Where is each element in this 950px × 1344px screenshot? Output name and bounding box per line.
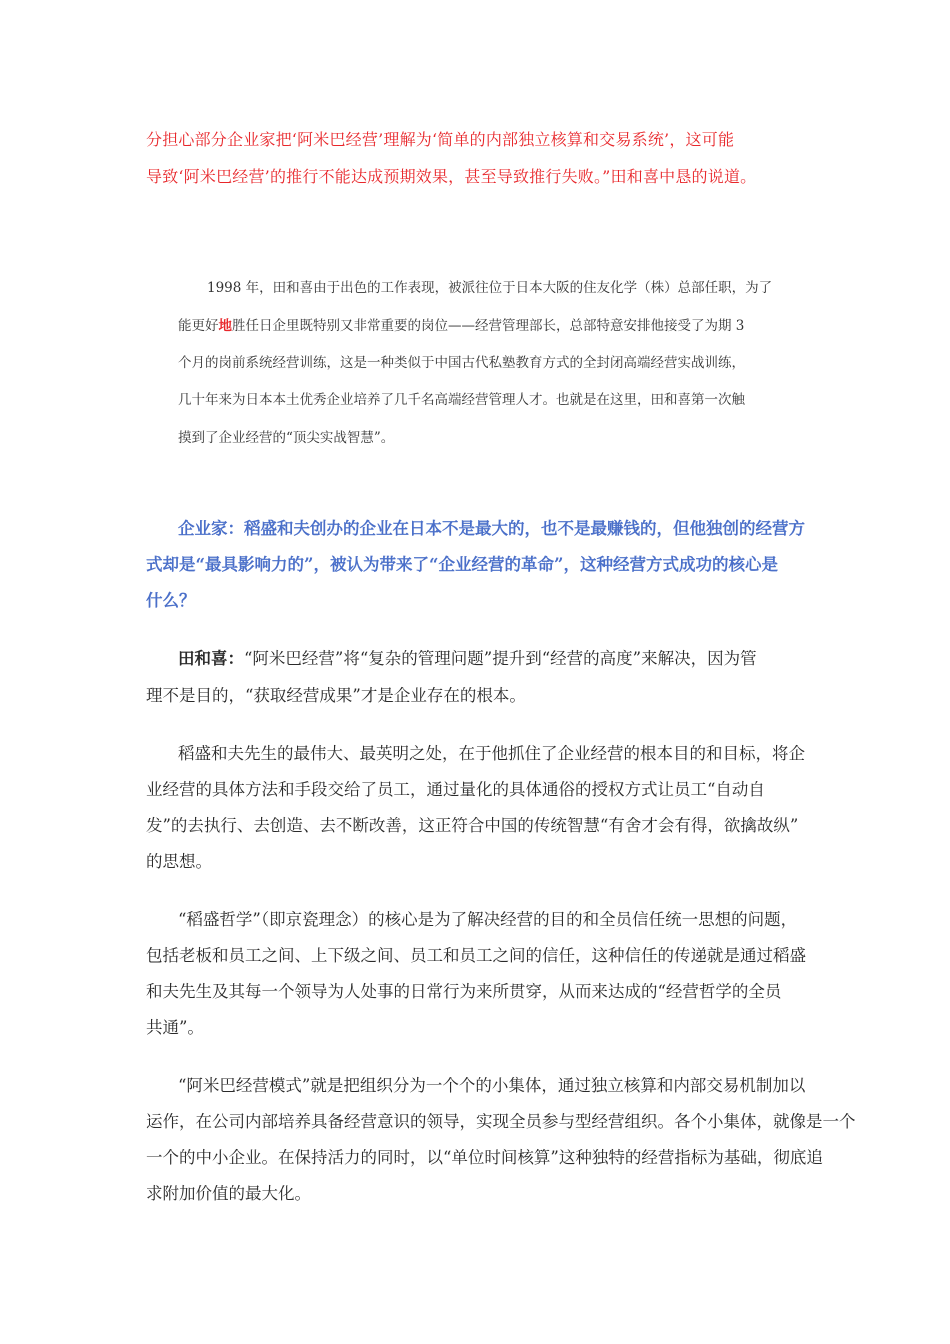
red-paragraph-line-1: 分担心部分企业家把‘阿米巴经营’理解为‘简单的内部独立核算和交易系统’，这可能 [146, 130, 735, 149]
bio-highlight-char: 地 [218, 318, 232, 334]
question-line-1: 企业家：稻盛和夫创办的企业在日本不是最大的，也不是最赚钱的，但他独创的经营方 [178, 519, 805, 538]
bio-line-2-post: 胜任日企里既特别又非常重要的岗位——经营管理部长，总部特意安排他接受了为期 3 [232, 318, 745, 334]
answer1-line-1 [178, 645, 757, 669]
answer3-line-4: 共通”。 [146, 1018, 204, 1037]
bio-line-2 [178, 314, 744, 334]
answer4-line-1: “阿米巴经营模式”就是把组织分为一个个的小集体，通过独立核算和内部交易机制加以 [178, 1076, 806, 1095]
bio-line-4: 几十年来为日本本土优秀企业培养了几千名高端经营管理人才。也就是在这里，田和喜第一次触 [178, 392, 745, 408]
question-line-3: 什么？ [146, 591, 196, 610]
answer4-line-2: 运作，在公司内部培养具备经营意识的领导，实现全员参与型经营组织。各个小集体，就像是一个 [146, 1112, 856, 1131]
bio-line-1: 1998 年，田和喜由于出色的工作表现，被派往位于日本大阪的住友化学（株）总部任职，为了 [207, 280, 773, 296]
answer2-line-1: 稻盛和夫先生的最伟大、最英明之处，在于他抓住了企业经营的根本目的和目标，将企 [178, 744, 805, 763]
answer3-line-2: 包括老板和员工之间、上下级之间、员工和员工之间的信任，这种信任的传递就是通过稻盛 [146, 946, 806, 965]
answer3-line-3: 和夫先生及其每一个领导为人处事的日常行为来所贯穿，从而来达成的“经营哲学的全员 [146, 982, 782, 1001]
answer2-line-4: 的思想。 [146, 852, 212, 871]
bio-line-3: 个月的岗前系统经营训练，这是一种类似于中国古代私塾教育方式的全封闭高端经营实战训练， [178, 355, 745, 371]
red-paragraph-line-2: 导致‘阿米巴经营’的推行不能达成预期效果，甚至导致推行失败。”田和喜中恳的说道。 [146, 167, 757, 186]
bio-line-2-pre: 能更好 [178, 318, 219, 334]
answer4-line-4: 求附加价值的最大化。 [146, 1184, 311, 1203]
answer2-line-3: 发”的去执行、去创造、去不断改善，这正符合中国的传统智慧“有舍才会有得，欲擒故纵” [146, 816, 799, 835]
answer4-line-3: 一个的中小企业。在保持活力的同时，以“单位时间核算”这种独特的经营指标为基础，彻底追 [146, 1148, 823, 1167]
answer3-line-1: “稻盛哲学”（即京瓷理念）的核心是为了解决经营的目的和全员信任统一思想的问题， [178, 910, 798, 929]
answer2-line-2: 业经营的具体方法和手段交给了员工，通过量化的具体通俗的授权方式让员工“自动自 [146, 780, 765, 799]
question-line-2: 式却是“最具影响力的”，被认为带来了“企业经营的革命”，这种经营方式成功的核心是 [146, 555, 778, 574]
answer1-line-1-text: “阿米巴经营”将“复杂的管理问题”提升到“经营的高度”来解决，因为管 [244, 649, 757, 668]
speaker-label: 田和喜： [178, 649, 244, 668]
bio-line-5: 摸到了企业经营的“顶尖实战智慧”。 [178, 430, 395, 446]
answer1-line-2: 理不是目的，“获取经营成果”才是企业存在的根本。 [146, 686, 526, 705]
